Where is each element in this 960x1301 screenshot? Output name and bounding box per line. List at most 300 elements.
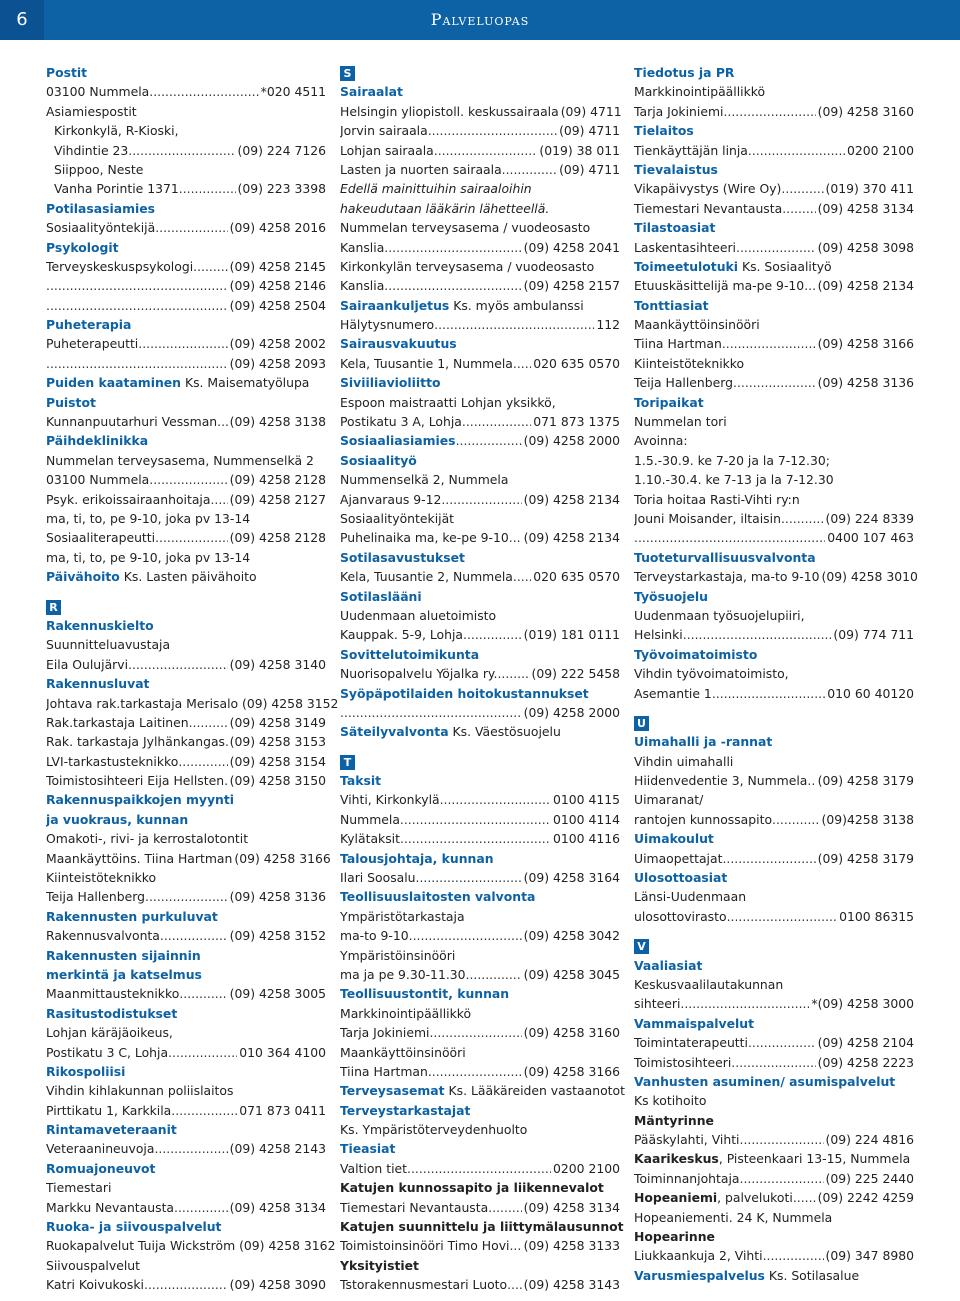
section-heading: Teollisuustontit, kunnan xyxy=(340,986,510,1002)
phone-number: (09) 4258 3150 xyxy=(229,773,326,789)
entry-name-bold: Hopeaniemi xyxy=(634,1190,718,1206)
dot-leader xyxy=(46,276,228,295)
section-heading: Teollisuuslaitosten valvonta xyxy=(340,889,536,905)
directory-entry xyxy=(46,276,326,295)
entry-name: Vanha Porintie 1371 xyxy=(54,181,179,197)
entry-text: ma, ti, to, pe 9-10, joka pv 13-14 xyxy=(46,510,251,526)
directory-entry xyxy=(634,625,914,644)
phone-number: (09) 4258 2145 xyxy=(229,258,326,274)
section-heading: Sairaalat xyxy=(340,84,403,100)
directory-row xyxy=(634,1208,926,1227)
directory-row xyxy=(46,82,338,101)
directory-row xyxy=(340,722,632,741)
entry-name: Kanslia xyxy=(340,278,385,294)
dot-leader xyxy=(168,1043,237,1062)
section-heading: Terveysasemat xyxy=(340,1083,445,1099)
directory-entry xyxy=(340,1275,620,1294)
phone-number: (09) 4258 2134 xyxy=(523,491,620,507)
entry-name: Kylätaksit xyxy=(340,831,400,847)
directory-row xyxy=(340,625,632,644)
directory-row xyxy=(340,868,632,887)
directory-row xyxy=(634,625,926,644)
directory-row xyxy=(634,334,926,353)
entry-name-suffix: , palvelukoti xyxy=(717,1190,793,1206)
entry-name: Vikapäivystys (Wire Oy) xyxy=(634,181,782,197)
entry-name: Maankäyttöins. Tiina Hartman xyxy=(46,850,233,866)
entry-name: Pääskylahti, Vihti xyxy=(634,1132,740,1148)
section-heading: Sairausvakuutus xyxy=(340,336,457,352)
entry-text: Vihdin työvoimatoimisto, xyxy=(634,666,789,682)
directory-entry xyxy=(340,829,620,848)
directory-entry xyxy=(340,1062,620,1081)
directory-row xyxy=(634,829,926,848)
directory-row xyxy=(340,1139,632,1158)
directory-row xyxy=(634,509,926,528)
directory-row xyxy=(340,373,632,392)
entry-text: Ruokapalvelut Tuija Wickström (09) 4258 3162 xyxy=(46,1238,336,1254)
dot-leader xyxy=(155,218,227,237)
section-heading: Tievalaistus xyxy=(634,161,718,177)
dot-leader xyxy=(154,1139,227,1158)
phone-number: (09) 224 8339 xyxy=(825,510,914,526)
section-heading: Sotilaslääni xyxy=(340,588,422,604)
entry-text: Ympäristötarkastaja xyxy=(340,908,465,924)
entry-name: Teija Hallenberg xyxy=(634,375,734,391)
phone-number: (019) 181 0111 xyxy=(523,627,620,643)
directory-row xyxy=(340,587,632,606)
directory-entry xyxy=(634,373,914,392)
entry-text: Ks kotihoito xyxy=(634,1093,707,1109)
directory-entry xyxy=(46,771,326,790)
directory-row xyxy=(634,1169,926,1188)
entry-name: Vihdintie 23 xyxy=(54,142,129,158)
phone-number: (09) 4258 3134 xyxy=(817,200,914,216)
dot-leader xyxy=(507,1275,522,1294)
directory-row xyxy=(340,1159,632,1178)
directory-row xyxy=(634,868,926,887)
directory-row xyxy=(46,907,338,926)
phone-number: (09) 4258 3140 xyxy=(229,656,326,672)
directory-entry xyxy=(340,276,620,295)
directory-entry xyxy=(634,141,914,160)
directory-row xyxy=(340,528,632,547)
directory-entry xyxy=(634,179,914,198)
section-heading: Siviiliavioliitto xyxy=(340,375,441,391)
directory-row xyxy=(340,1178,632,1197)
directory-row xyxy=(340,1062,632,1081)
entry-name: Toimintaterapeutti xyxy=(634,1035,748,1051)
entry-name: Markku Nevantausta xyxy=(46,1199,175,1215)
phone-number: (09) 4258 3098 xyxy=(817,239,914,255)
directory-row xyxy=(46,790,338,809)
section-heading: Talousjohtaja, kunnan xyxy=(340,850,494,866)
dot-leader xyxy=(733,373,816,392)
phone-number: 0100 4115 xyxy=(552,792,620,808)
directory-row xyxy=(46,1236,338,1255)
directory-entry xyxy=(340,810,620,829)
entry-name: Toiminnanjohtaja xyxy=(634,1170,740,1186)
phone-number: (09) 4258 3010 xyxy=(821,569,918,585)
phone-number: (09) 347 8980 xyxy=(825,1248,914,1264)
directory-row xyxy=(340,431,632,450)
dot-leader xyxy=(432,1062,522,1081)
phone-number: (09) 774 711 xyxy=(833,627,914,643)
directory-row xyxy=(634,373,926,392)
entry-text: Mäntyrinne xyxy=(634,1112,714,1128)
directory-entry xyxy=(634,1246,914,1265)
dot-leader xyxy=(171,1101,237,1120)
directory-row xyxy=(340,490,632,509)
directory-entry xyxy=(340,431,620,450)
section-gap xyxy=(340,742,632,752)
directory-entry xyxy=(340,1236,620,1255)
directory-entry xyxy=(634,810,914,829)
entry-name: Kauppak. 5-9, Lohja xyxy=(340,627,463,643)
dot-leader xyxy=(723,102,815,121)
section-heading: Rikospoliisi xyxy=(46,1063,126,1079)
directory-row xyxy=(46,141,338,160)
entry-text: Suunnitteluavustaja xyxy=(46,637,171,653)
directory-row xyxy=(634,412,926,431)
directory-row xyxy=(634,645,926,664)
directory-row xyxy=(340,567,632,586)
entry-text: Lohjan käräjäoikeus, xyxy=(46,1025,173,1041)
phone-number: (09) 4258 2146 xyxy=(229,278,326,294)
section-heading: Rakennusten sijainnin xyxy=(46,947,201,963)
phone-number: (09) 4258 2000 xyxy=(523,433,620,449)
entry-name: Liukkaankuja 2, Vihti xyxy=(634,1248,763,1264)
entry-name: Valtion tiet xyxy=(340,1160,408,1176)
directory-row xyxy=(340,276,632,295)
directory-row xyxy=(340,1081,632,1100)
directory-entry xyxy=(46,296,326,315)
directory-row xyxy=(46,296,338,315)
entry-name: Sosiaalityöntekijä xyxy=(46,220,156,236)
entry-text: Uudenmaan työsuojelupiiri, xyxy=(634,607,805,623)
phone-number: (09) 4258 2128 xyxy=(229,530,326,546)
dot-leader xyxy=(149,82,258,101)
entry-name: Ajanvaraus 9-12 xyxy=(340,491,442,507)
entry-name: Tiemestari Nevantausta xyxy=(340,1199,489,1215)
phone-number: (09) 4711 xyxy=(559,123,620,139)
directory-row xyxy=(634,141,926,160)
directory-row xyxy=(634,276,926,295)
section-heading: Vaaliasiat xyxy=(634,957,703,973)
entry-name: 03100 Nummela xyxy=(46,84,150,100)
directory-row xyxy=(46,674,338,693)
directory-row xyxy=(46,1120,338,1139)
directory-row xyxy=(634,1033,926,1052)
phone-number: (09) 4258 3005 xyxy=(229,986,326,1002)
section-heading: Terveystarkastajat xyxy=(340,1102,471,1118)
directory-row xyxy=(340,1217,632,1236)
directory-row xyxy=(634,393,926,412)
entry-text: Maankäyttöinsinööri xyxy=(634,317,760,333)
phone-number: (09) 4258 2504 xyxy=(229,297,326,313)
directory-row xyxy=(46,121,338,140)
phone-number: (09) 4258 2000 xyxy=(523,704,620,720)
phone-number: (09) 4258 3134 xyxy=(229,1199,326,1215)
directory-row xyxy=(340,645,632,664)
directory-row xyxy=(634,160,926,179)
entry-text: Ks. Ympäristöterveydenhuolto xyxy=(340,1122,528,1138)
directory-row xyxy=(634,431,926,450)
dot-leader xyxy=(722,334,816,353)
dot-leader xyxy=(429,1023,521,1042)
directory-row xyxy=(46,1081,338,1100)
directory-row xyxy=(46,1139,338,1158)
section-heading: Sosiaalityö xyxy=(340,452,417,468)
entry-name: Rak.tarkastaja Laitinen xyxy=(46,714,189,730)
directory-entry xyxy=(634,684,914,703)
directory-row xyxy=(340,965,632,984)
dot-leader xyxy=(509,528,522,547)
phone-number: 0200 2100 xyxy=(846,142,914,158)
page-header-title: Palveluopas xyxy=(430,10,530,29)
directory-row xyxy=(634,1091,926,1110)
phone-number: *020 4511 xyxy=(260,84,326,100)
phone-number: 112 xyxy=(596,317,620,333)
directory-row xyxy=(46,354,338,373)
directory-entry xyxy=(634,102,914,121)
directory-entry xyxy=(634,849,914,868)
directory-row xyxy=(340,121,632,140)
entry-text: ma, ti, to, pe 9-10, joka pv 13-14 xyxy=(46,549,251,565)
directory-entry xyxy=(340,567,620,586)
directory-entry xyxy=(46,849,331,868)
directory-row xyxy=(634,810,926,829)
directory-row xyxy=(340,1101,632,1120)
dot-leader xyxy=(488,1198,521,1217)
directory-row xyxy=(634,567,926,586)
directory-entry xyxy=(634,528,914,547)
dot-leader xyxy=(740,1169,824,1188)
directory-entry xyxy=(46,752,326,771)
section-heading: Tonttiasiat xyxy=(634,297,709,313)
directory-row xyxy=(634,713,926,732)
dot-leader xyxy=(782,199,815,218)
directory-entry xyxy=(340,1159,620,1178)
entry-text: Markkinointipäällikkö xyxy=(634,84,766,100)
directory-row xyxy=(46,257,338,276)
dot-leader xyxy=(763,1246,824,1265)
dot-leader xyxy=(178,752,227,771)
directory-row xyxy=(340,810,632,829)
phone-number: (09) 4258 3179 xyxy=(817,773,914,789)
section-heading: Psykologit xyxy=(46,239,119,255)
entry-text: Ympäristöinsinööri xyxy=(340,947,456,963)
dot-leader xyxy=(340,703,522,722)
directory-row xyxy=(340,752,632,771)
directory-row xyxy=(634,907,926,926)
phone-number: (09) 4258 2143 xyxy=(229,1141,326,1157)
entry-name: LVI-tarkastusteknikko xyxy=(46,753,179,769)
entry-text: Uudenmaan aluetoimisto xyxy=(340,607,497,623)
directory-row xyxy=(634,528,926,547)
entry-name: Jouni Moisander, iltaisin xyxy=(634,510,781,526)
entry-text: Espoon maistraatti Lohjan yksikkö, xyxy=(340,394,556,410)
directory-row xyxy=(46,315,338,334)
phone-number: (09) 4258 3166 xyxy=(523,1063,620,1079)
directory-entry xyxy=(634,199,914,218)
section-heading: Uimahalli ja -rannat xyxy=(634,734,773,750)
directory-row xyxy=(340,393,632,412)
entry-text: Kiinteistöteknikko xyxy=(46,870,157,886)
directory-row xyxy=(634,752,926,771)
directory-entry xyxy=(46,334,326,353)
entry-name: Nummela xyxy=(340,811,400,827)
directory-row xyxy=(634,1188,926,1207)
directory-row xyxy=(340,296,632,315)
directory-row xyxy=(46,102,338,121)
section-heading: Tuoteturvallisuusvalvonta xyxy=(634,549,816,565)
directory-row xyxy=(634,1246,926,1265)
entry-name: Veteraanineuvoja xyxy=(46,1141,155,1157)
section-gap xyxy=(634,926,926,936)
phone-number: (09) 4258 3136 xyxy=(229,889,326,905)
directory-row xyxy=(340,238,632,257)
directory-row xyxy=(634,470,926,489)
entry-text: 1.10.-30.4. ke 7-13 ja la 7-12.30 xyxy=(634,472,834,488)
dot-leader xyxy=(634,528,825,547)
section-heading: Rakennusten purkuluvat xyxy=(46,908,218,924)
phone-number: (09) 2242 4259 xyxy=(817,1190,914,1206)
directory-row xyxy=(634,1014,926,1033)
section-heading: Puheterapia xyxy=(46,317,132,333)
directory-row xyxy=(46,732,338,751)
directory-row xyxy=(46,694,338,713)
directory-row xyxy=(340,141,632,160)
directory-row xyxy=(46,829,338,848)
directory-row xyxy=(634,1053,926,1072)
dot-leader xyxy=(210,490,227,509)
entry-text: Hopeaniementi. 24 K, Nummela xyxy=(634,1209,833,1225)
dot-leader xyxy=(217,412,227,431)
directory-entry xyxy=(340,528,620,547)
directory-row xyxy=(340,451,632,470)
dot-leader xyxy=(193,257,227,276)
directory-row xyxy=(340,63,632,82)
phone-number: (09) 4258 3090 xyxy=(229,1277,326,1293)
directory-entry xyxy=(340,141,620,160)
entry-text: Omakoti-, rivi- ja kerrostalotontit xyxy=(46,831,249,847)
directory-entry xyxy=(634,1053,914,1072)
entry-text: Vihdin uimahalli xyxy=(634,753,734,769)
directory-entry xyxy=(340,102,620,121)
page-number: 6 xyxy=(0,0,44,40)
directory-entry xyxy=(46,82,326,101)
section-heading: Vammaispalvelut xyxy=(634,1015,755,1031)
directory-entry xyxy=(634,276,914,295)
directory-row xyxy=(340,548,632,567)
phone-number: (09) 4258 3149 xyxy=(229,714,326,730)
entry-name: Toimistosihteeri xyxy=(634,1054,732,1070)
entry-name: Kunnanpuutarhuri Vessman xyxy=(46,414,218,430)
directory-entry xyxy=(46,1139,326,1158)
phone-number: 010 60 40120 xyxy=(827,685,914,701)
directory-row xyxy=(340,907,632,926)
directory-row xyxy=(634,732,926,751)
directory-row xyxy=(46,616,338,635)
dot-leader xyxy=(145,887,228,906)
directory-row xyxy=(46,199,338,218)
phone-number: (09) 4258 3136 xyxy=(817,375,914,391)
directory-row xyxy=(634,606,926,625)
directory-row xyxy=(634,296,926,315)
directory-row xyxy=(340,664,632,683)
dot-leader xyxy=(384,238,521,257)
dot-leader xyxy=(189,713,228,732)
directory-row xyxy=(46,373,338,392)
directory-row xyxy=(634,664,926,683)
dot-leader xyxy=(416,868,522,887)
dot-leader xyxy=(772,810,820,829)
directory-row xyxy=(634,63,926,82)
directory-row xyxy=(46,63,338,82)
entry-name: ma ja pe 9.30-11.30 xyxy=(340,966,466,982)
dot-leader xyxy=(46,296,228,315)
phone-number: (09) 4258 2134 xyxy=(523,530,620,546)
entry-name: Ilari Soosalu xyxy=(340,870,416,886)
section-heading: Romuajoneuvot xyxy=(46,1160,156,1176)
directory-entry xyxy=(46,655,326,674)
entry-text: Nummelan tori xyxy=(634,414,727,430)
phone-number: 0100 86315 xyxy=(839,908,914,924)
entry-name: Kela, Tuusantie 2, Nummela xyxy=(340,569,513,585)
directory-row xyxy=(46,334,338,353)
directory-row xyxy=(46,431,338,450)
directory-row xyxy=(340,354,632,373)
directory-entry xyxy=(46,926,326,945)
dot-leader xyxy=(440,790,551,809)
directory-row xyxy=(340,984,632,1003)
phone-number: 010 364 4100 xyxy=(239,1044,326,1060)
entry-name: Psyk. erikoissairaanhoitaja xyxy=(46,491,211,507)
directory-row xyxy=(46,528,338,547)
directory-entry xyxy=(46,1275,326,1294)
directory-row xyxy=(340,1120,632,1139)
entry-name: ulosottovirasto xyxy=(634,908,727,924)
section-heading: Sotilasavustukset xyxy=(340,549,465,565)
directory-row xyxy=(634,994,926,1013)
directory-entry xyxy=(340,926,620,945)
directory-row xyxy=(46,548,338,567)
directory-column-1 xyxy=(46,63,338,1295)
directory-row xyxy=(634,1072,926,1091)
directory-row xyxy=(46,276,338,295)
dot-leader xyxy=(174,1198,228,1217)
directory-entry xyxy=(46,732,326,751)
directory-entry xyxy=(634,1033,914,1052)
phone-number: (09) 4258 3045 xyxy=(523,966,620,982)
entry-text: Toria hoitaa Rasti-Vihti ry:n xyxy=(634,491,800,507)
section-heading: Ulosottoasiat xyxy=(634,870,728,886)
phone-number: (09)4258 3138 xyxy=(821,811,914,827)
directory-row xyxy=(634,1130,926,1149)
dot-leader xyxy=(712,684,825,703)
directory-row xyxy=(340,606,632,625)
entry-name: Etuuskäsittelijä ma-pe 9-10 xyxy=(634,278,805,294)
directory-entry xyxy=(46,470,326,489)
directory-entry xyxy=(340,315,620,334)
directory-row xyxy=(340,1043,632,1062)
phone-number: (09) 4258 3138 xyxy=(229,414,326,430)
alphabet-section-marker: S xyxy=(340,66,355,81)
directory-entry xyxy=(46,1198,326,1217)
directory-row xyxy=(634,684,926,703)
phone-number: (09) 4258 3143 xyxy=(523,1277,620,1293)
entry-name: Helsinki xyxy=(634,627,683,643)
